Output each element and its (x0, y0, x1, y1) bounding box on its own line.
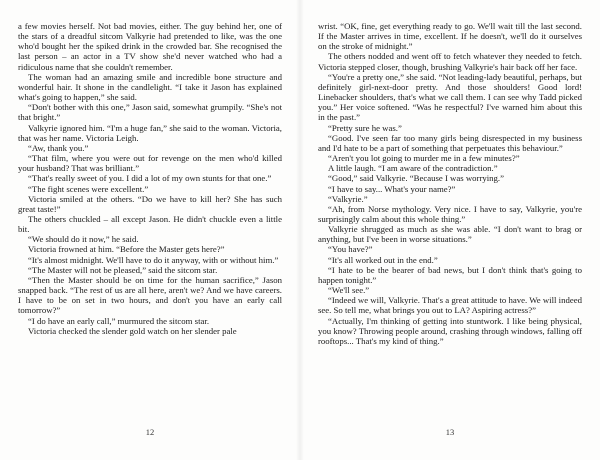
paragraph: “Pretty sure he was.” (328, 122, 402, 133)
paragraph: “Good,” said Valkyrie. “Because I was worrying.” (328, 173, 504, 184)
left-page-number: 12 (145, 427, 155, 437)
paragraph: “Aw, thank you.” (28, 142, 89, 153)
paragraph: Valkyrie ignored him. “I'm a huge fan,” she said to the woman. Victoria, that was her name. Victoria Leigh. (18, 122, 282, 143)
paragraph: “Then the Master should be on time for the human sacrifice,” Jason snapped back. “The rest of us are all here, aren't we? And we have careers. I have to be on set in two hours, and don't you have an early call tomorrow?” (18, 274, 282, 316)
right-page-text (318, 21, 582, 346)
paragraph: The others chuckled – all except Jason. He didn't chuckle even a little bit. (18, 213, 282, 235)
paragraph: “Indeed we will, Valkyrie. That's a great attitude to have. We will indeed see. So tell me, what brings you out to LA? Aspiring actress?” (318, 295, 582, 316)
paragraph: “It's almost midnight. We'll have to do it anyway, with or without him.” (28, 254, 279, 265)
paragraph: “Don't bother with this one,” Jason said, somewhat grumpily. “She's not that bright.” (18, 102, 282, 123)
paragraph: “Aren't you lot going to murder me in a few minutes?” (328, 153, 520, 164)
paragraph: “I do have an early call,” murmured the sitcom star. (28, 315, 210, 326)
paragraph: The woman had an amazing smile and incredible bone structure and wonderful hair. It shone in the candlelight. “I take it Jason has explained what's going to happen,” she said. (18, 71, 282, 103)
paragraph: “Good. I've seen far too many girls being disrespected in my business and I'd hate to be a part of something that perpetuates this behaviour.” (318, 132, 582, 153)
paragraph: “It's all worked out in the end.” (328, 254, 438, 265)
paragraph: “You have?” (328, 244, 373, 255)
paragraph: Victoria smiled at the others. “Do we have to kill her? She has such great taste!” (18, 193, 282, 214)
paragraph: a few movies herself. Not bad movies, either. The guy behind her, one of the stars of a dreadful sitcom Valkyrie had pretended to like, was the one who'd bought her the spiked drink in the crowded bar. She recognised the last person – an actor in a TV show she'd never watched who had a ridiculous name that she couldn't remember. (18, 21, 282, 72)
paragraph: “The fight scenes were excellent.” (28, 183, 149, 194)
paragraph: “The Master will not be pleased,” said the sitcom star. (28, 264, 218, 275)
paragraph: “We should do it now,” he said. (28, 234, 139, 245)
right-page-number: 13 (445, 427, 455, 437)
paragraph: Victoria frowned at him. “Before the Master gets here?” (28, 244, 225, 255)
paragraph: “That film, where you were out for revenge on the men who'd killed your husband? That was brilliant.” (18, 153, 282, 174)
book-gutter (296, 0, 304, 460)
paragraph: “I hate to be the bearer of bad news, but I don't think that's going to happen tonight.” (318, 264, 582, 285)
paragraph: “You're a pretty one,” she said. “Not leading-lady beautiful, perhaps, but definitely girl-next-door pretty. And those shoulders! Good lord! Linebacker shoulders, that's what we call them. I can see why Tadd picked you.” Her voice softened. “Was he respectful? I've warned him about this in the past.” (318, 71, 582, 123)
paragraph: “Actually, I'm thinking of getting into stuntwork. I like being physical, you know? Throwing people around, crashing through windows, falling off rooftops... That's my kind of thing.” (318, 315, 582, 346)
paragraph: “Valkyrie.” (328, 193, 368, 204)
paragraph: “Ah, from Norse mythology. Very nice. I have to say, Valkyrie, you're surprisingly calm about this whole thing.” (318, 203, 582, 224)
paragraph: “I have to say... What's your name?” (328, 183, 456, 194)
left-page-text (18, 21, 282, 336)
paragraph: “That's really sweet of you. I did a lot of my own stunts for that one.” (28, 173, 272, 184)
paragraph: “We'll see.” (328, 285, 370, 296)
right-page (300, 0, 600, 460)
paragraph: Victoria checked the slender gold watch on her slender pale (28, 325, 237, 336)
paragraph: Valkyrie shrugged as much as she was able. “I don't want to brag or anything, but I've been in worse situations.” (318, 224, 582, 245)
paragraph: A little laugh. “I am aware of the contradiction.” (328, 163, 498, 174)
paragraph: The others nodded and went off to fetch whatever they needed to fetch. Victoria stepped closer, though, brushing Valkyrie's hair back off her face. (318, 51, 582, 72)
paragraph: wrist. “OK, fine, get everything ready to go. We'll wait till the last second. If the Master arrives in time, excellent. If he doesn't, we'll do it ourselves on the stroke of midnight.” (318, 21, 582, 52)
